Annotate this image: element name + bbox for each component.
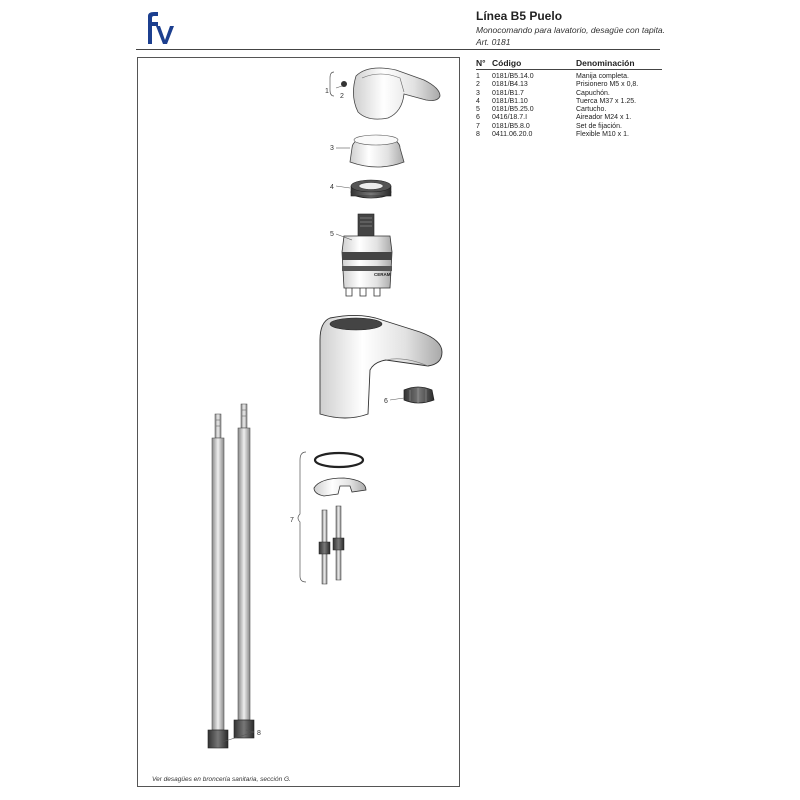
callout-2: 2 bbox=[340, 93, 344, 100]
fixing-set-part bbox=[314, 453, 366, 584]
article-number: Art. 0181 bbox=[476, 37, 511, 47]
bracket-7 bbox=[298, 452, 306, 582]
row-code: 0181/B5.8.0 bbox=[492, 122, 530, 130]
cap-part bbox=[350, 135, 404, 167]
row-number: 4 bbox=[476, 97, 480, 105]
bracket-1 bbox=[330, 72, 334, 96]
row-code: 0411.06.20.0 bbox=[492, 131, 533, 139]
row-number: 2 bbox=[476, 81, 480, 89]
row-number: 1 bbox=[476, 73, 480, 80]
row-code: 0181/B1.10 bbox=[492, 97, 528, 105]
flexible-hose-part bbox=[208, 404, 254, 748]
column-header-code: Código bbox=[492, 58, 576, 70]
row-name: Tuerca M37 x 1.25. bbox=[576, 97, 637, 105]
row-number: 6 bbox=[476, 114, 480, 122]
aerator-part bbox=[404, 387, 434, 403]
footnote: Ver desagües en broncería sanitaria, sección G. bbox=[152, 776, 291, 783]
callout-5: 5 bbox=[330, 231, 334, 238]
nut-part bbox=[351, 180, 391, 198]
row-name: Capuchón. bbox=[576, 89, 610, 97]
product-description: Monocomando para lavatorio, desagüe con tapita. bbox=[476, 25, 666, 35]
row-name: Prisionero M5 x 0,8. bbox=[576, 81, 639, 89]
row-name: Manija completa. bbox=[576, 73, 629, 80]
row-name: Cartucho. bbox=[576, 106, 607, 114]
callout-3: 3 bbox=[330, 145, 334, 152]
handle-part bbox=[353, 68, 440, 119]
leader-line bbox=[336, 186, 350, 188]
row-number: 3 bbox=[476, 89, 480, 97]
callout-7: 7 bbox=[290, 517, 294, 524]
leader-line bbox=[390, 398, 404, 400]
row-code: 0181/B4.13 bbox=[492, 81, 528, 89]
cartridge-part bbox=[342, 214, 392, 296]
row-number: 7 bbox=[476, 122, 480, 130]
row-code: 0416/18.7.I bbox=[492, 114, 528, 122]
row-name: Flexible M10 x 1. bbox=[576, 131, 629, 139]
column-header-number: N° bbox=[476, 58, 492, 70]
row-code: 0181/B1.7 bbox=[492, 89, 524, 97]
row-name: Aireador M24 x 1. bbox=[576, 114, 632, 122]
row-code: 0181/B5.14.0 bbox=[492, 73, 534, 80]
leader-line bbox=[336, 86, 342, 88]
page-title: Línea B5 Puelo bbox=[476, 9, 563, 23]
row-number: 5 bbox=[476, 106, 480, 114]
row-name: Set de fijación. bbox=[576, 122, 622, 130]
row-code: 0181/B5.25.0 bbox=[492, 106, 534, 114]
callout-8: 8 bbox=[257, 730, 261, 737]
cartridge-marking: CERAM bbox=[374, 272, 391, 277]
callout-4: 4 bbox=[330, 184, 334, 191]
row-number: 8 bbox=[476, 131, 480, 139]
column-header-name: Denominación bbox=[576, 58, 662, 70]
logo-text: fv bbox=[136, 10, 137, 11]
callout-1: 1 bbox=[325, 88, 329, 95]
callout-6: 6 bbox=[384, 398, 388, 405]
